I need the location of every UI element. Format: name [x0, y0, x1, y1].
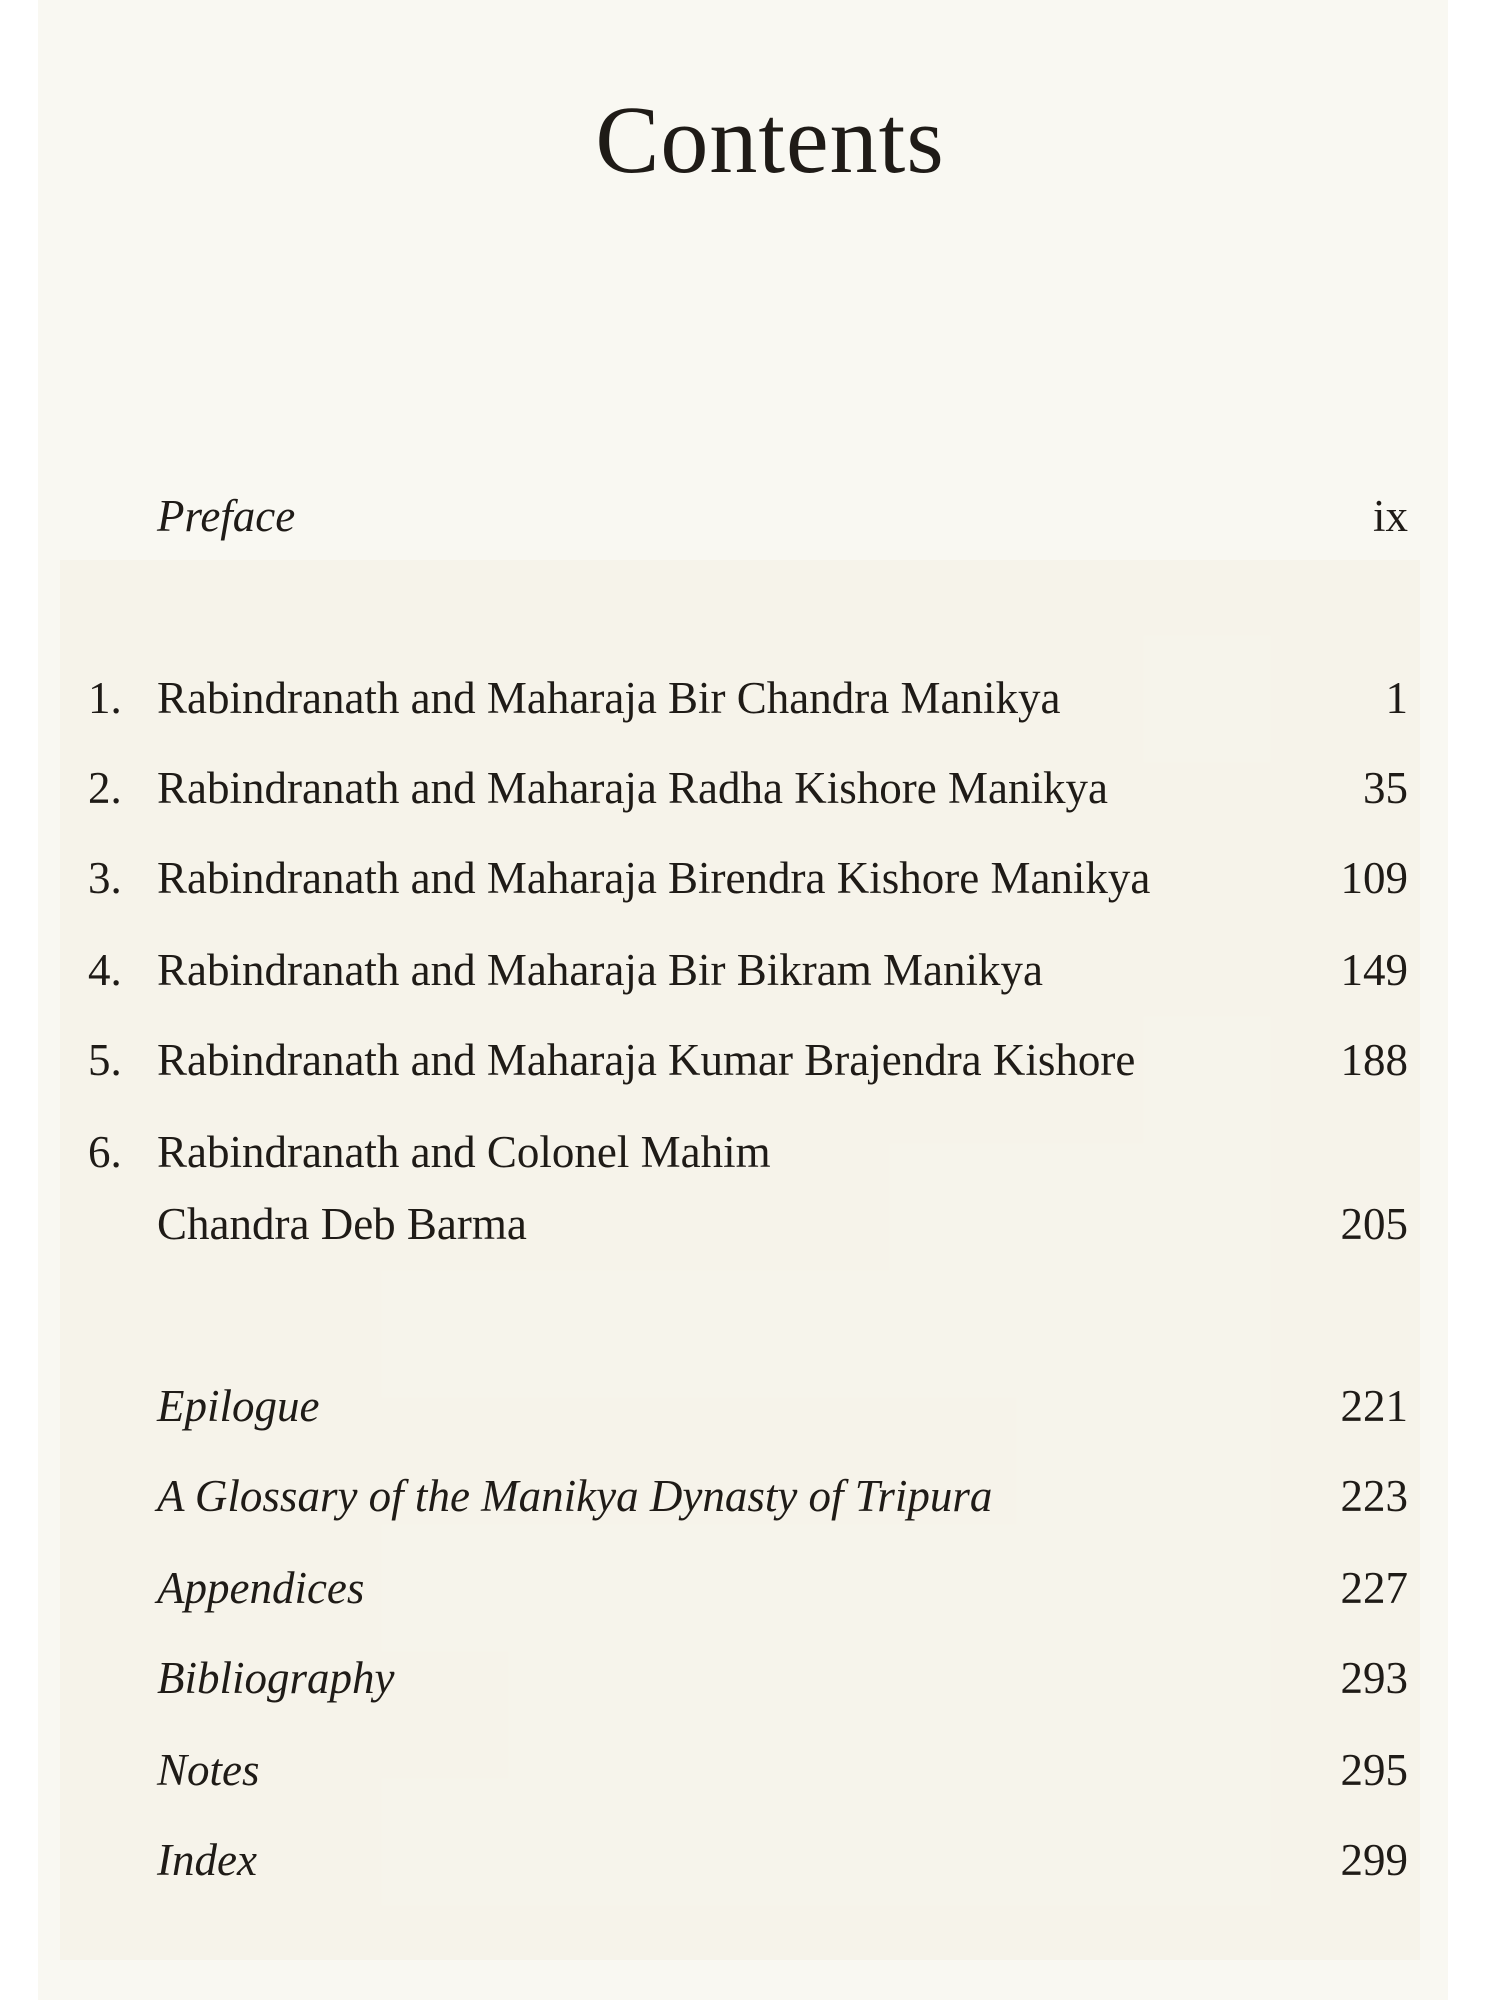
- toc-page-number: 109: [1340, 853, 1408, 903]
- toc-page-number: 221: [1340, 1381, 1408, 1431]
- toc-entry-epilogue[interactable]: [0, 1376, 1500, 1436]
- toc-entry-chapter-6-continued[interactable]: [0, 1194, 1500, 1254]
- toc-entry-chapter-1[interactable]: [0, 668, 1500, 728]
- chapter-number: 1.: [88, 673, 122, 723]
- toc-page-number: 293: [1340, 1653, 1408, 1703]
- toc-page-number: 188: [1340, 1035, 1408, 1085]
- toc-entry-label: Rabindranath and Maharaja Bir Bikram Manikya: [157, 945, 1043, 995]
- toc-entry-label: Rabindranath and Maharaja Birendra Kishore Manikya: [157, 853, 1151, 903]
- toc-entry-label-line2: Chandra Deb Barma: [157, 1199, 527, 1249]
- toc-entry-index[interactable]: [0, 1830, 1500, 1890]
- toc-entry-label: Notes: [157, 1745, 260, 1795]
- toc-entry-preface[interactable]: [0, 486, 1500, 546]
- toc-page-number: 295: [1340, 1745, 1408, 1795]
- toc-entry-chapter-2[interactable]: [0, 758, 1500, 818]
- toc-entry-label: Appendices: [157, 1563, 365, 1613]
- toc-entry-label: Epilogue: [157, 1381, 320, 1431]
- toc-entry-notes[interactable]: [0, 1740, 1500, 1800]
- toc-page-number: 227: [1340, 1563, 1408, 1613]
- toc-entry-label: Rabindranath and Colonel Mahim: [157, 1127, 771, 1177]
- toc-page-number: 299: [1340, 1835, 1408, 1885]
- toc-page-number: 1: [1385, 673, 1408, 723]
- toc-page-number: 149: [1340, 945, 1408, 995]
- toc-entry-label: Preface: [157, 491, 296, 541]
- toc-entry-label: Bibliography: [157, 1653, 395, 1703]
- toc-entry-glossary[interactable]: [0, 1466, 1500, 1526]
- chapter-number: 6.: [88, 1127, 122, 1177]
- toc-entry-chapter-3[interactable]: [0, 848, 1500, 908]
- toc-entry-bibliography[interactable]: [0, 1648, 1500, 1708]
- toc-entry-label: Index: [157, 1835, 257, 1885]
- toc-entry-label: Rabindranath and Maharaja Radha Kishore Manikya: [157, 763, 1108, 813]
- toc-entry-chapter-5[interactable]: [0, 1030, 1500, 1090]
- toc-entry-label: Rabindranath and Maharaja Bir Chandra Manikya: [157, 673, 1061, 723]
- toc-page-number: 35: [1363, 763, 1408, 813]
- chapter-number: 5.: [88, 1035, 122, 1085]
- toc-page-number: 205: [1340, 1199, 1408, 1249]
- page-title: Contents: [595, 86, 945, 193]
- toc-entry-appendices[interactable]: [0, 1558, 1500, 1618]
- chapter-number: 2.: [88, 763, 122, 813]
- toc-entry-label: A Glossary of the Manikya Dynasty of Tripura: [157, 1471, 993, 1521]
- toc-entry-chapter-6[interactable]: [0, 1122, 1500, 1182]
- toc-entry-label: Rabindranath and Maharaja Kumar Brajendra Kishore: [157, 1035, 1136, 1085]
- toc-page-number: ix: [1372, 491, 1408, 541]
- toc-page-number: 223: [1340, 1471, 1408, 1521]
- toc-entry-chapter-4[interactable]: [0, 940, 1500, 1000]
- chapter-number: 3.: [88, 853, 122, 903]
- chapter-number: 4.: [88, 945, 122, 995]
